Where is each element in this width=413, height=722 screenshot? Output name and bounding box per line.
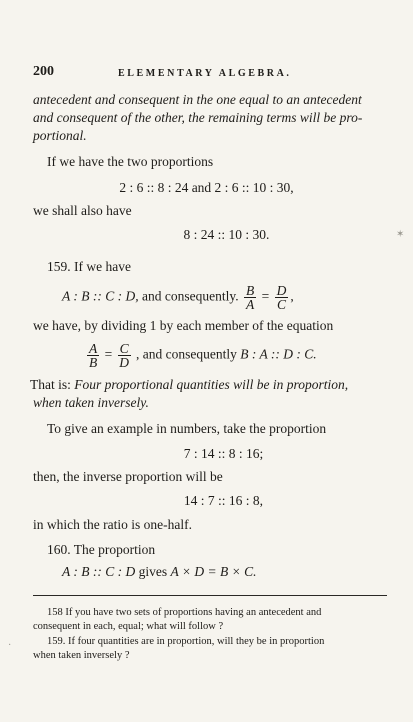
text-line: To give an example in numbers, take the proportion <box>47 421 327 436</box>
footnote-line: 158 If you have two sets of proportions having an antecedent and <box>47 607 322 618</box>
equals-sign: = <box>258 288 273 304</box>
equation-text: , and consequently <box>132 346 241 362</box>
fraction <box>244 284 256 311</box>
footnote-divider <box>33 595 387 596</box>
text-line: we shall also have <box>33 203 132 218</box>
denominator: C <box>276 297 286 312</box>
fraction <box>87 342 99 369</box>
fraction <box>275 284 289 311</box>
equation-text: , <box>290 288 294 304</box>
denominator: D <box>119 355 129 370</box>
text-line: when taken inversely. <box>33 395 149 410</box>
footnote-line: consequent in each, equal; what will follow ? <box>33 621 224 632</box>
page-number: 200 <box>33 64 54 79</box>
footnote-line: 159. If four quantities are in proportion, will they be in proportion <box>47 636 325 647</box>
text-span: That is: <box>30 377 75 392</box>
equation-text: and consequently. <box>138 288 242 304</box>
section-160-heading: 160. The proportion <box>47 542 156 557</box>
equation-proportion: B : A :: D : C. <box>240 346 317 362</box>
text-line: portional. <box>33 128 87 143</box>
equals-sign: = <box>101 346 116 362</box>
text-line: If we have the two proportions <box>47 154 214 169</box>
equation-line <box>85 342 317 369</box>
running-title: ELEMENTARY ALGEBRA. <box>118 68 292 79</box>
fraction <box>118 342 131 369</box>
equation-product: A × D = B × C. <box>170 564 257 579</box>
text-line <box>30 377 348 393</box>
text-line: we have, by dividing 1 by each member of the equation <box>33 318 334 333</box>
equation-line: 14 : 7 :: 16 : 8, <box>183 493 264 508</box>
margin-mark-icon: ✶ <box>396 229 405 240</box>
text-span: Four proportional quantities will be in proportion, <box>74 377 349 392</box>
margin-mark-icon: · <box>8 640 12 651</box>
text-line: then, the inverse proportion will be <box>33 469 223 484</box>
section-159-heading: 159. If we have <box>47 259 131 274</box>
numerator: A <box>89 341 98 356</box>
denominator: B <box>89 355 98 370</box>
equation-line: 2 : 6 :: 8 : 24 and 2 : 6 :: 10 : 30, <box>119 180 294 195</box>
denominator: A <box>245 297 255 312</box>
text-line: and consequent of the other, the remaining terms will be pro- <box>33 110 363 125</box>
text-line: antecedent and consequent in the one equal to an antecedent <box>33 92 362 107</box>
equation-text: gives <box>135 564 171 579</box>
text-line: in which the ratio is one-half. <box>33 517 192 532</box>
numerator: C <box>119 341 129 356</box>
equation-line <box>62 564 256 580</box>
equation-line: 8 : 24 :: 10 : 30. <box>183 227 270 242</box>
numerator: D <box>276 283 287 298</box>
footnote-line: when taken inversely ? <box>33 650 130 661</box>
equation-proportion: A : B :: C : D, <box>62 288 139 304</box>
numerator: B <box>245 283 255 298</box>
equation-proportion: A : B :: C : D <box>62 564 136 579</box>
equation-line <box>62 284 294 311</box>
equation-line: 7 : 14 :: 8 : 16; <box>183 446 264 461</box>
